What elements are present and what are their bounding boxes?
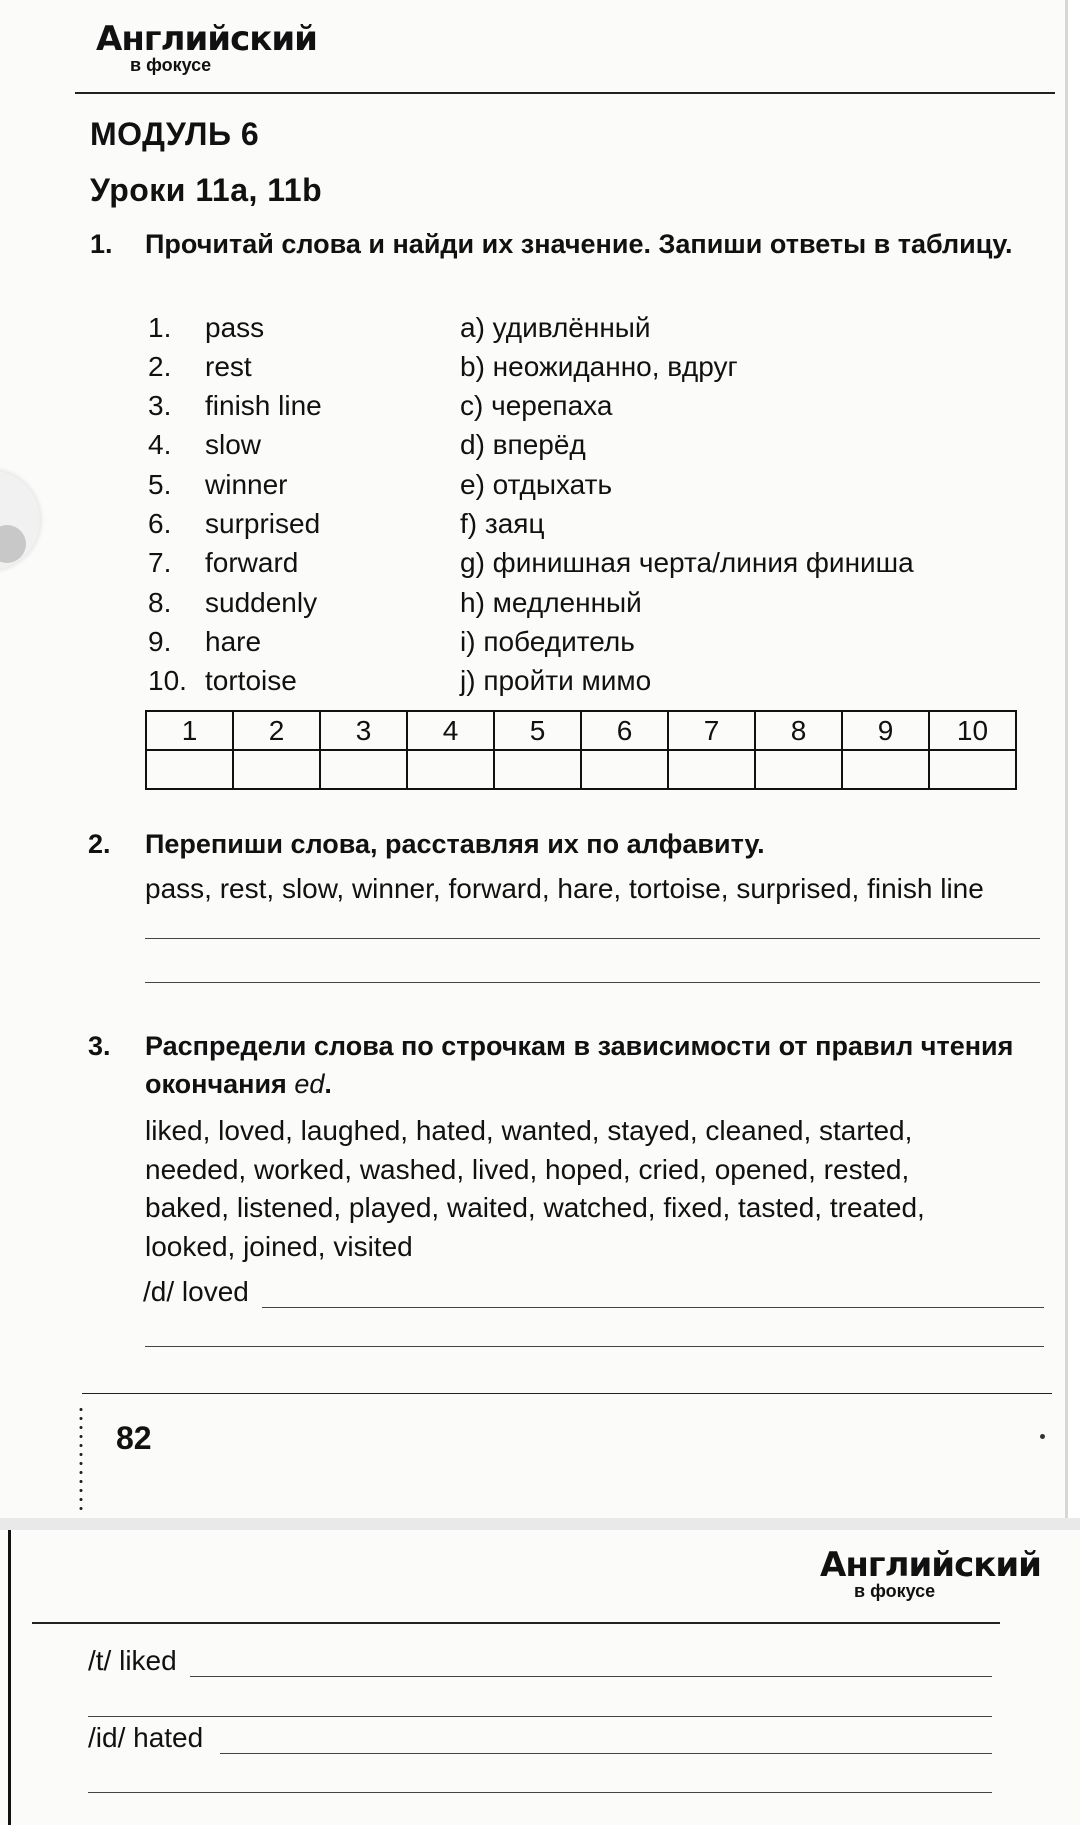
task3-words-line: looked, joined, visited — [145, 1230, 413, 1262]
answer-header-cell: 5 — [494, 711, 581, 750]
answer-header-cell: 8 — [755, 711, 842, 750]
task2-instruction-text: Перепиши слова, расставляя их по алфавиту. — [145, 829, 765, 859]
answer-cell[interactable] — [233, 750, 320, 789]
answer-line[interactable] — [220, 1753, 992, 1754]
task1-number: 1. — [90, 229, 113, 259]
answer-header-cell: 1 — [146, 711, 233, 750]
answer-line[interactable] — [88, 1716, 992, 1717]
answer-line[interactable] — [145, 982, 1040, 983]
answer-cell[interactable] — [668, 750, 755, 789]
logo-main-text: Английский — [96, 19, 317, 59]
logo-sub-text: в фокусе — [130, 55, 212, 75]
footer-rule — [82, 1393, 1052, 1394]
task3-instruction-em: ed — [294, 1069, 325, 1099]
header-rule — [32, 1622, 1000, 1624]
meaning-item: g) финишная черта/линия финиша — [460, 547, 914, 578]
task1-instruction-text: Прочитай слова и найди их значение. Запиши ответы в таблицу. — [145, 229, 1013, 259]
word-item: 6. surprised — [148, 508, 321, 539]
task3-words-line: baked, listened, played, waited, watched, fixed, tasted, treated, — [145, 1192, 925, 1223]
task3-number: 3. — [88, 1031, 111, 1061]
answer-cell[interactable] — [842, 750, 929, 789]
t-label: /t/ liked — [88, 1645, 177, 1676]
task3-instruction — [88, 1027, 1025, 1103]
task3-words-line: liked, loved, laughed, hated, wanted, stayed, cleaned, started, — [145, 1115, 913, 1146]
answer-cell[interactable] — [929, 750, 1016, 789]
answer-line[interactable] — [88, 1792, 992, 1793]
answer-header-cell: 7 — [668, 711, 755, 750]
logo-main-text: Английский — [820, 1545, 1041, 1585]
header-rule — [75, 92, 1055, 94]
task3-words-line: needed, worked, washed, lived, hoped, cried, opened, rested, — [145, 1153, 910, 1185]
page-separator — [0, 1518, 1080, 1530]
answer-table-header-row — [146, 711, 1016, 750]
dotted-margin — [79, 1405, 83, 1515]
task2-instruction — [88, 825, 1045, 863]
answer-header-cell: 4 — [407, 711, 494, 750]
logo — [820, 1545, 1041, 1601]
word-item: 9. hare — [148, 626, 262, 657]
logo-sub-text: в фокусе — [854, 1581, 936, 1601]
word-item: 3. finish line — [148, 390, 322, 421]
answer-table — [145, 710, 1017, 790]
word-item: 5. winner — [148, 469, 288, 500]
meaning-item: b) неожиданно, вдруг — [460, 351, 738, 382]
meaning-item: a) удивлённый — [460, 312, 651, 343]
task2-number: 2. — [88, 829, 111, 859]
answer-header-cell: 9 — [842, 711, 929, 750]
word-item: 7. forward — [148, 547, 299, 578]
answer-header-cell: 3 — [320, 711, 407, 750]
word-item: 4. slow — [148, 429, 262, 460]
task3-instruction-end: . — [324, 1069, 332, 1099]
task1-instruction — [90, 225, 1045, 263]
task2-words: pass, rest, slow, winner, forward, hare, tortoise, surprised, finish line — [145, 873, 984, 904]
answer-line[interactable] — [262, 1307, 1044, 1308]
meaning-item: e) отдыхать — [460, 469, 613, 500]
word-item: 10. tortoise — [148, 665, 297, 696]
answer-cell[interactable] — [407, 750, 494, 789]
answer-cell[interactable] — [755, 750, 842, 789]
meaning-item: j) пройти мимо — [460, 665, 652, 696]
dot-mark — [1040, 1434, 1045, 1439]
word-item: 1. pass — [148, 312, 265, 343]
word-item: 2. rest — [148, 351, 252, 382]
task3-instruction-text: Распредели слова по строчкам в зависимости от правил чтения окончания — [145, 1031, 1014, 1099]
answer-line[interactable] — [145, 938, 1040, 939]
lessons-title: Уроки 11a, 11b — [90, 172, 323, 208]
word-item: 8. suddenly — [148, 587, 318, 618]
meaning-item: f) заяц — [460, 508, 545, 539]
task3-words — [145, 1112, 1065, 1266]
page-edge — [8, 1530, 11, 1825]
answer-line[interactable] — [145, 1346, 1044, 1347]
answer-header-cell: 2 — [233, 711, 320, 750]
answer-header-cell: 6 — [581, 711, 668, 750]
d-label: /d/ loved — [143, 1276, 249, 1307]
meaning-item: c) черепаха — [460, 390, 613, 421]
answer-line[interactable] — [190, 1676, 992, 1677]
meaning-item: d) вперёд — [460, 429, 586, 460]
meaning-item: i) победитель — [460, 626, 635, 657]
answer-cell[interactable] — [494, 750, 581, 789]
id-label: /id/ hated — [88, 1722, 204, 1753]
logo — [96, 19, 317, 75]
module-title: МОДУЛЬ 6 — [90, 116, 260, 152]
answer-cell[interactable] — [581, 750, 668, 789]
page-number: 82 — [116, 1420, 152, 1456]
answer-cell[interactable] — [320, 750, 407, 789]
meaning-item: h) медленный — [460, 587, 642, 618]
answer-cell[interactable] — [146, 750, 233, 789]
answer-header-cell: 10 — [929, 711, 1016, 750]
answer-table-input-row — [146, 750, 1016, 789]
